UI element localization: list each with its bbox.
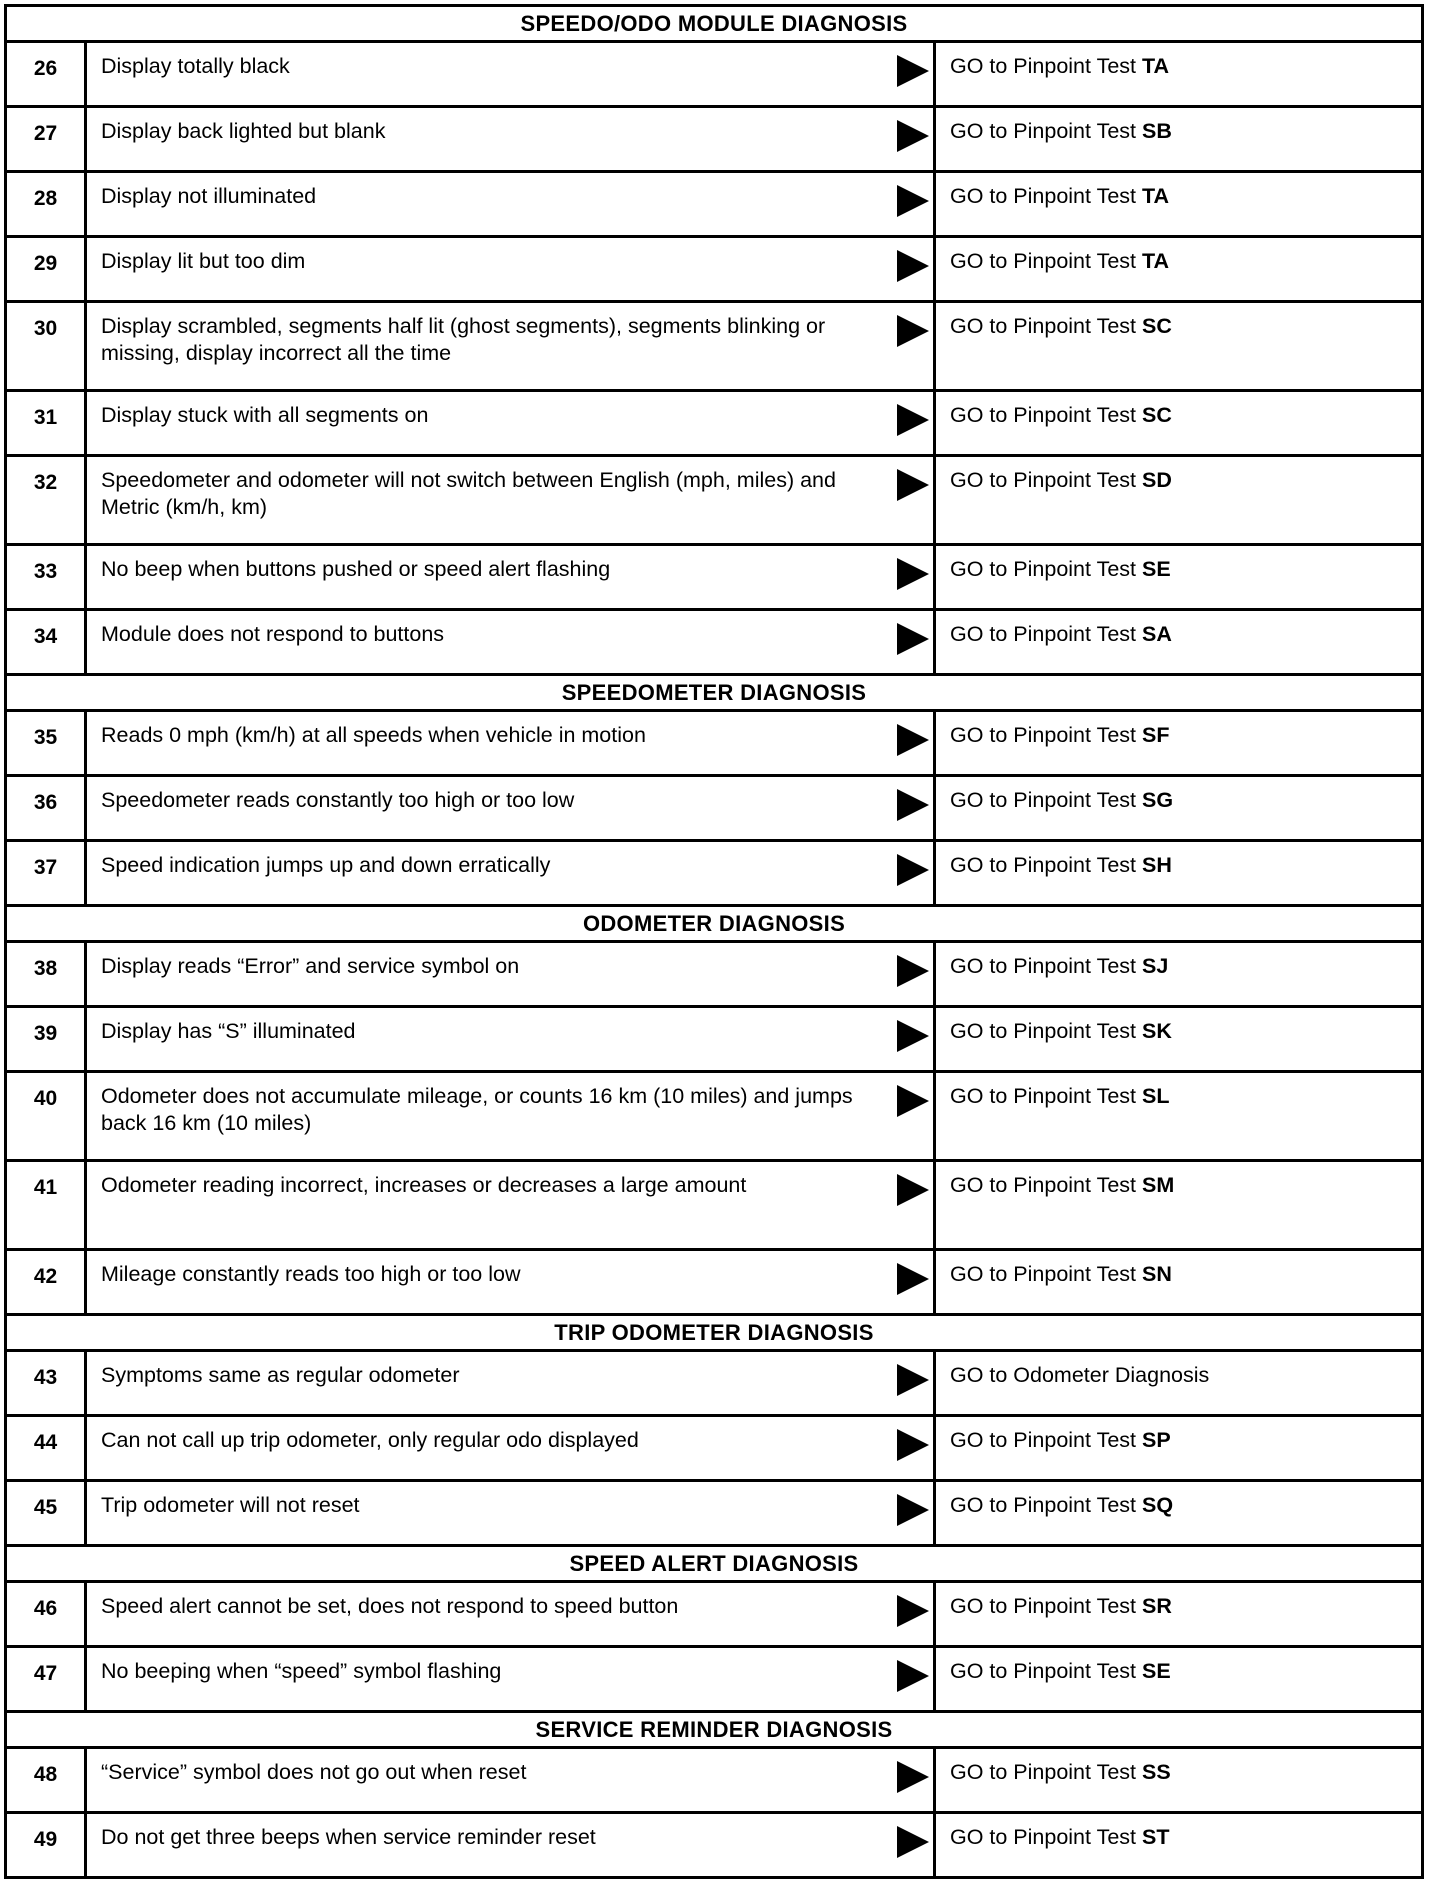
right-arrow-icon (897, 955, 929, 987)
symptom-cell (86, 841, 935, 906)
right-arrow-icon (897, 120, 929, 152)
action-text: GO to Pinpoint Test (949, 1173, 1137, 1197)
section-header-row (6, 1315, 1423, 1351)
action-text: GO to Pinpoint Test (949, 788, 1137, 812)
symptom-text: Trip odometer will not reset (101, 1493, 360, 1517)
section-header-row (6, 1546, 1423, 1582)
table-row (6, 841, 1423, 906)
action-text: GO to Pinpoint Test (949, 1262, 1137, 1286)
action-cell (934, 776, 1422, 841)
right-arrow-icon (897, 469, 929, 501)
action-cell (934, 942, 1422, 1007)
table-row (6, 172, 1423, 237)
pinpoint-test-code: SC (1142, 403, 1172, 427)
diagnosis-table (4, 4, 1424, 1879)
pinpoint-test-code: SE (1142, 1659, 1171, 1683)
symptom-cell (86, 391, 935, 456)
pinpoint-test-code: SR (1142, 1594, 1172, 1618)
table-row (6, 1481, 1423, 1546)
table-row (6, 456, 1423, 545)
right-arrow-icon (897, 1494, 929, 1526)
right-arrow-icon (897, 315, 929, 347)
symptom-cell (86, 1748, 935, 1813)
table-row (6, 1582, 1423, 1647)
table-row (6, 1250, 1423, 1315)
action-text: GO to Pinpoint Test (949, 1019, 1137, 1043)
pinpoint-test-code: SS (1142, 1760, 1171, 1784)
action-cell (934, 610, 1422, 675)
symptom-cell (86, 776, 935, 841)
symptom-cell (86, 1647, 935, 1712)
table-row (6, 42, 1423, 107)
symptom-number: 42 (6, 1250, 86, 1315)
symptom-number: 32 (6, 456, 86, 545)
symptom-text: Display scrambled, segments half lit (ghost segments), segments blinking or missing, display incorrect all the time (101, 314, 826, 365)
symptom-cell (86, 1007, 935, 1072)
action-cell (934, 1481, 1422, 1546)
symptom-text: Speedometer and odometer will not switch between English (mph, miles) and Metric (km/h, km) (101, 468, 836, 519)
action-text: GO to Pinpoint Test (949, 853, 1137, 877)
action-text: GO to Pinpoint Test (949, 403, 1137, 427)
action-text: GO to Pinpoint Test (949, 54, 1137, 78)
action-cell (934, 1072, 1422, 1161)
right-arrow-icon (897, 1826, 929, 1858)
symptom-number: 37 (6, 841, 86, 906)
table-row (6, 391, 1423, 456)
right-arrow-icon (897, 623, 929, 655)
right-arrow-icon (897, 854, 929, 886)
symptom-cell (86, 107, 935, 172)
symptom-text: Speed indication jumps up and down erratically (101, 853, 551, 877)
right-arrow-icon (897, 1263, 929, 1295)
pinpoint-test-code: ST (1142, 1825, 1170, 1849)
right-arrow-icon (897, 185, 929, 217)
section-title: TRIP ODOMETER DIAGNOSIS (6, 1315, 1423, 1351)
action-text: GO to Pinpoint Test (949, 1594, 1137, 1618)
symptom-cell (86, 456, 935, 545)
action-cell (934, 42, 1422, 107)
symptom-cell (86, 1416, 935, 1481)
right-arrow-icon (897, 1174, 929, 1206)
symptom-text: Mileage constantly reads too high or too low (101, 1262, 521, 1286)
symptom-number: 44 (6, 1416, 86, 1481)
symptom-number: 40 (6, 1072, 86, 1161)
symptom-text: Display lit but too dim (101, 249, 306, 273)
symptom-text: Display stuck with all segments on (101, 403, 429, 427)
section-title: ODOMETER DIAGNOSIS (6, 906, 1423, 942)
symptom-text: Reads 0 mph (km/h) at all speeds when vehicle in motion (101, 723, 646, 747)
symptom-text: Display not illuminated (101, 184, 317, 208)
table-row (6, 302, 1423, 391)
pinpoint-test-code: SD (1142, 468, 1172, 492)
symptom-cell (86, 42, 935, 107)
action-cell (934, 1250, 1422, 1315)
table-row (6, 610, 1423, 675)
symptom-cell (86, 1813, 935, 1878)
symptom-text: “Service” symbol does not go out when reset (101, 1760, 527, 1784)
table-row (6, 1007, 1423, 1072)
pinpoint-test-code: SQ (1142, 1493, 1174, 1517)
symptom-text: Speed alert cannot be set, does not respond to speed button (101, 1594, 679, 1618)
table-row (6, 1351, 1423, 1416)
action-cell (934, 456, 1422, 545)
symptom-number: 46 (6, 1582, 86, 1647)
pinpoint-test-code: SB (1142, 119, 1172, 143)
table-row (6, 1813, 1423, 1878)
action-text: GO to Pinpoint Test (949, 249, 1137, 273)
symptom-number: 43 (6, 1351, 86, 1416)
action-text: GO to Pinpoint Test (949, 954, 1137, 978)
action-cell (934, 1748, 1422, 1813)
symptom-cell (86, 942, 935, 1007)
action-text: GO to Pinpoint Test (949, 723, 1137, 747)
pinpoint-test-code: SH (1142, 853, 1172, 877)
action-cell (934, 1161, 1422, 1250)
action-text: GO to Pinpoint Test (949, 557, 1137, 581)
action-text: GO to Pinpoint Test (949, 1760, 1137, 1784)
action-cell (934, 1351, 1422, 1416)
right-arrow-icon (897, 404, 929, 436)
pinpoint-test-code: SN (1142, 1262, 1172, 1286)
symptom-cell (86, 302, 935, 391)
action-cell (934, 1647, 1422, 1712)
diagnosis-table-body (6, 6, 1423, 1878)
action-text: GO to Pinpoint Test (949, 1084, 1137, 1108)
action-cell (934, 391, 1422, 456)
section-header-row (6, 906, 1423, 942)
action-text: GO to Pinpoint Test (949, 1493, 1137, 1517)
symptom-number: 26 (6, 42, 86, 107)
symptom-cell (86, 1250, 935, 1315)
symptom-text: No beeping when “speed” symbol flashing (101, 1659, 502, 1683)
right-arrow-icon (897, 789, 929, 821)
table-row (6, 1647, 1423, 1712)
right-arrow-icon (897, 1660, 929, 1692)
diagnosis-document (4, 4, 1424, 1851)
section-header-row (6, 6, 1423, 42)
table-row (6, 1416, 1423, 1481)
table-row (6, 711, 1423, 776)
symptom-number: 34 (6, 610, 86, 675)
pinpoint-test-code: SJ (1142, 954, 1169, 978)
symptom-cell (86, 237, 935, 302)
pinpoint-test-code: TA (1142, 54, 1170, 78)
symptom-number: 49 (6, 1813, 86, 1878)
action-text: GO to Pinpoint Test (949, 622, 1137, 646)
symptom-number: 48 (6, 1748, 86, 1813)
symptom-cell (86, 1351, 935, 1416)
symptom-text: Speedometer reads constantly too high or too low (101, 788, 575, 812)
action-text: GO to Pinpoint Test (949, 119, 1137, 143)
action-cell (934, 711, 1422, 776)
action-cell (934, 1416, 1422, 1481)
symptom-number: 29 (6, 237, 86, 302)
right-arrow-icon (897, 1595, 929, 1627)
right-arrow-icon (897, 250, 929, 282)
action-text: GO to Odometer Diagnosis (949, 1363, 1210, 1387)
symptom-number: 30 (6, 302, 86, 391)
action-cell (934, 172, 1422, 237)
pinpoint-test-code: TA (1142, 249, 1170, 273)
symptom-text: Symptoms same as regular odometer (101, 1363, 460, 1387)
right-arrow-icon (897, 1761, 929, 1793)
action-text: GO to Pinpoint Test (949, 1428, 1137, 1452)
right-arrow-icon (897, 1429, 929, 1461)
symptom-cell (86, 545, 935, 610)
pinpoint-test-code: SA (1142, 622, 1172, 646)
symptom-text: Display totally black (101, 54, 290, 78)
symptom-number: 33 (6, 545, 86, 610)
symptom-text: No beep when buttons pushed or speed alert flashing (101, 557, 611, 581)
right-arrow-icon (897, 55, 929, 87)
table-row (6, 1161, 1423, 1250)
symptom-text: Display back lighted but blank (101, 119, 386, 143)
symptom-text: Odometer reading incorrect, increases or decreases a large amount (101, 1173, 747, 1197)
right-arrow-icon (897, 1020, 929, 1052)
action-cell (934, 107, 1422, 172)
pinpoint-test-code: SG (1142, 788, 1174, 812)
symptom-number: 38 (6, 942, 86, 1007)
table-row (6, 942, 1423, 1007)
symptom-number: 47 (6, 1647, 86, 1712)
section-title: SPEEDOMETER DIAGNOSIS (6, 675, 1423, 711)
right-arrow-icon (897, 558, 929, 590)
symptom-cell (86, 1582, 935, 1647)
symptom-text: Module does not respond to buttons (101, 622, 445, 646)
symptom-cell (86, 1072, 935, 1161)
section-title: SPEEDO/ODO MODULE DIAGNOSIS (6, 6, 1423, 42)
symptom-text: Display reads “Error” and service symbol on (101, 954, 520, 978)
pinpoint-test-code: SL (1142, 1084, 1170, 1108)
symptom-text: Can not call up trip odometer, only regular odo displayed (101, 1428, 639, 1452)
table-row (6, 776, 1423, 841)
action-cell (934, 1582, 1422, 1647)
symptom-cell (86, 172, 935, 237)
symptom-number: 27 (6, 107, 86, 172)
symptom-text: Display has “S” illuminated (101, 1019, 356, 1043)
symptom-cell (86, 711, 935, 776)
action-cell (934, 1813, 1422, 1878)
symptom-number: 41 (6, 1161, 86, 1250)
pinpoint-test-code: SF (1142, 723, 1170, 747)
action-cell (934, 302, 1422, 391)
action-text: GO to Pinpoint Test (949, 1659, 1137, 1683)
section-header-row (6, 1712, 1423, 1748)
table-row (6, 107, 1423, 172)
pinpoint-test-code: SM (1142, 1173, 1175, 1197)
symptom-cell (86, 1161, 935, 1250)
pinpoint-test-code: SK (1142, 1019, 1172, 1043)
action-text: GO to Pinpoint Test (949, 1825, 1137, 1849)
right-arrow-icon (897, 1085, 929, 1117)
section-title: SPEED ALERT DIAGNOSIS (6, 1546, 1423, 1582)
symptom-text: Do not get three beeps when service reminder reset (101, 1825, 596, 1849)
symptom-cell (86, 610, 935, 675)
symptom-number: 28 (6, 172, 86, 237)
action-text: GO to Pinpoint Test (949, 468, 1137, 492)
symptom-number: 35 (6, 711, 86, 776)
table-row (6, 1072, 1423, 1161)
pinpoint-test-code: TA (1142, 184, 1170, 208)
symptom-number: 31 (6, 391, 86, 456)
section-title: SERVICE REMINDER DIAGNOSIS (6, 1712, 1423, 1748)
right-arrow-icon (897, 724, 929, 756)
table-row (6, 237, 1423, 302)
action-text: GO to Pinpoint Test (949, 184, 1137, 208)
table-row (6, 1748, 1423, 1813)
action-cell (934, 1007, 1422, 1072)
action-cell (934, 237, 1422, 302)
action-cell (934, 841, 1422, 906)
right-arrow-icon (897, 1364, 929, 1396)
pinpoint-test-code: SC (1142, 314, 1172, 338)
symptom-number: 45 (6, 1481, 86, 1546)
pinpoint-test-code: SE (1142, 557, 1171, 581)
table-row (6, 545, 1423, 610)
symptom-number: 39 (6, 1007, 86, 1072)
symptom-number: 36 (6, 776, 86, 841)
action-text: GO to Pinpoint Test (949, 314, 1137, 338)
action-cell (934, 545, 1422, 610)
symptom-text: Odometer does not accumulate mileage, or counts 16 km (10 miles) and jumps back 16 km (10 miles) (101, 1084, 853, 1135)
symptom-cell (86, 1481, 935, 1546)
pinpoint-test-code: SP (1142, 1428, 1171, 1452)
section-header-row (6, 675, 1423, 711)
